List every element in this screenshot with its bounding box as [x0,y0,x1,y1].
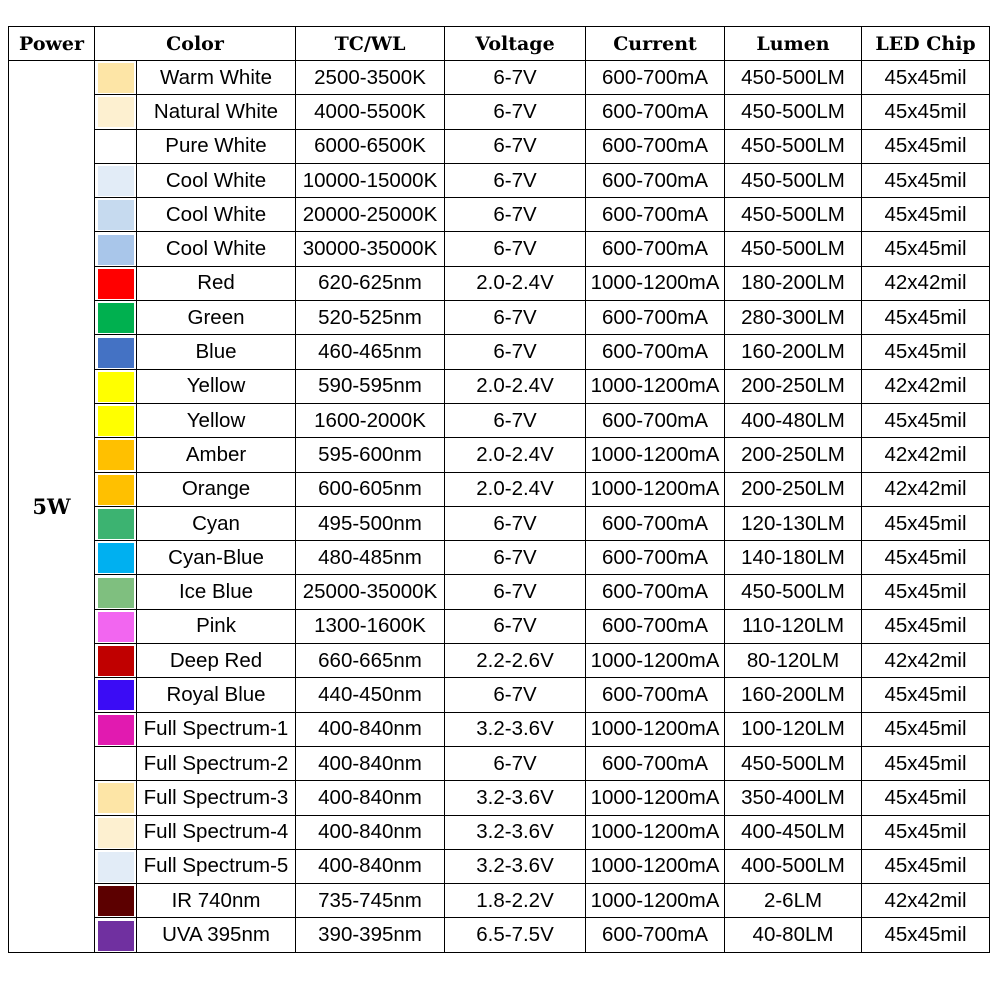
color-swatch-cell [95,61,137,95]
tc-wl-cell: 2500-3500K [296,61,445,95]
table-row [9,198,990,232]
color-swatch [98,509,134,539]
table-row [9,678,990,712]
color-swatch-cell [95,266,137,300]
table-row [9,129,990,163]
table-row [9,644,990,678]
color-name-cell: Cool White [137,163,296,197]
current-cell: 1000-1200mA [586,712,725,746]
table-row [9,266,990,300]
color-name-cell: Cyan-Blue [137,541,296,575]
voltage-cell: 6.5-7.5V [445,918,586,952]
color-swatch [98,338,134,368]
color-name-cell: Amber [137,438,296,472]
lumen-cell: 110-120LM [725,609,862,643]
lumen-cell: 450-500LM [725,163,862,197]
color-name-cell: Yellow [137,403,296,437]
led-chip-cell: 42x42mil [862,438,990,472]
header-led-chip: LED Chip [862,27,990,61]
color-swatch-cell [95,95,137,129]
lumen-cell: 450-500LM [725,61,862,95]
voltage-cell: 6-7V [445,506,586,540]
header-row [9,27,990,61]
tc-wl-cell: 590-595nm [296,369,445,403]
color-name-cell: Deep Red [137,644,296,678]
table-row [9,438,990,472]
header-current: Current [586,27,725,61]
current-cell: 1000-1200mA [586,815,725,849]
lumen-cell: 200-250LM [725,438,862,472]
header-voltage: Voltage [445,27,586,61]
tc-wl-cell: 390-395nm [296,918,445,952]
color-name-cell: Green [137,301,296,335]
tc-wl-cell: 4000-5500K [296,95,445,129]
color-swatch [98,372,134,402]
table-row [9,609,990,643]
table-row [9,403,990,437]
color-swatch-cell [95,369,137,403]
color-swatch-cell [95,335,137,369]
color-swatch [98,783,134,813]
voltage-cell: 2.0-2.4V [445,438,586,472]
color-swatch [98,269,134,299]
voltage-cell: 6-7V [445,746,586,780]
lumen-cell: 280-300LM [725,301,862,335]
led-chip-cell: 45x45mil [862,129,990,163]
voltage-cell: 6-7V [445,301,586,335]
voltage-cell: 6-7V [445,575,586,609]
table-row [9,884,990,918]
color-swatch-cell [95,781,137,815]
led-chip-cell: 45x45mil [862,849,990,883]
color-name-cell: Cool White [137,198,296,232]
lumen-cell: 450-500LM [725,746,862,780]
color-name-cell: Royal Blue [137,678,296,712]
color-name-cell: Ice Blue [137,575,296,609]
table-row [9,781,990,815]
tc-wl-cell: 400-840nm [296,849,445,883]
tc-wl-cell: 735-745nm [296,884,445,918]
color-swatch-cell [95,609,137,643]
lumen-cell: 140-180LM [725,541,862,575]
voltage-cell: 6-7V [445,609,586,643]
current-cell: 600-700mA [586,198,725,232]
color-swatch-cell [95,438,137,472]
color-swatch [98,132,134,162]
color-swatch [98,440,134,470]
lumen-cell: 450-500LM [725,232,862,266]
header-tc-wl: TC/WL [296,27,445,61]
color-swatch [98,646,134,676]
tc-wl-cell: 6000-6500K [296,129,445,163]
table-row [9,301,990,335]
led-chip-cell: 42x42mil [862,644,990,678]
tc-wl-cell: 30000-35000K [296,232,445,266]
led-chip-cell: 45x45mil [862,541,990,575]
tc-wl-cell: 595-600nm [296,438,445,472]
color-swatch-cell [95,918,137,952]
color-swatch-cell [95,506,137,540]
table-row [9,472,990,506]
color-name-cell: Cyan [137,506,296,540]
led-chip-cell: 42x42mil [862,266,990,300]
voltage-cell: 2.2-2.6V [445,644,586,678]
voltage-cell: 2.0-2.4V [445,369,586,403]
current-cell: 600-700mA [586,541,725,575]
led-chip-cell: 45x45mil [862,746,990,780]
color-swatch-cell [95,712,137,746]
color-swatch [98,475,134,505]
color-swatch [98,612,134,642]
color-name-cell: Full Spectrum-3 [137,781,296,815]
led-chip-cell: 45x45mil [862,61,990,95]
tc-wl-cell: 600-605nm [296,472,445,506]
current-cell: 1000-1200mA [586,884,725,918]
color-swatch [98,921,134,951]
led-chip-cell: 45x45mil [862,163,990,197]
led-chip-cell: 45x45mil [862,575,990,609]
led-chip-cell: 45x45mil [862,712,990,746]
table-body [9,61,990,953]
voltage-cell: 3.2-3.6V [445,849,586,883]
color-swatch [98,406,134,436]
lumen-cell: 400-450LM [725,815,862,849]
current-cell: 600-700mA [586,232,725,266]
led-chip-cell: 45x45mil [862,678,990,712]
header-lumen: Lumen [725,27,862,61]
color-swatch [98,578,134,608]
tc-wl-cell: 520-525nm [296,301,445,335]
tc-wl-cell: 400-840nm [296,712,445,746]
led-chip-cell: 45x45mil [862,506,990,540]
color-swatch [98,200,134,230]
current-cell: 600-700mA [586,403,725,437]
tc-wl-cell: 20000-25000K [296,198,445,232]
current-cell: 600-700mA [586,575,725,609]
lumen-cell: 180-200LM [725,266,862,300]
table-row [9,95,990,129]
lumen-cell: 450-500LM [725,198,862,232]
current-cell: 600-700mA [586,678,725,712]
color-swatch [98,166,134,196]
color-name-cell: Full Spectrum-5 [137,849,296,883]
current-cell: 600-700mA [586,95,725,129]
tc-wl-cell: 440-450nm [296,678,445,712]
led-chip-cell: 45x45mil [862,403,990,437]
color-name-cell: Cool White [137,232,296,266]
led-chip-cell: 45x45mil [862,95,990,129]
current-cell: 600-700mA [586,61,725,95]
tc-wl-cell: 480-485nm [296,541,445,575]
lumen-cell: 450-500LM [725,129,862,163]
color-swatch-cell [95,198,137,232]
lumen-cell: 400-500LM [725,849,862,883]
color-swatch [98,235,134,265]
color-name-cell: Full Spectrum-2 [137,746,296,780]
color-name-cell: UVA 395nm [137,918,296,952]
table-row [9,163,990,197]
color-swatch [98,63,134,93]
color-swatch [98,852,134,882]
voltage-cell: 6-7V [445,61,586,95]
current-cell: 1000-1200mA [586,438,725,472]
tc-wl-cell: 400-840nm [296,781,445,815]
table-row [9,746,990,780]
current-cell: 1000-1200mA [586,644,725,678]
table-row [9,506,990,540]
color-swatch [98,749,134,779]
lumen-cell: 160-200LM [725,335,862,369]
color-name-cell: Warm White [137,61,296,95]
color-swatch-cell [95,129,137,163]
color-name-cell: Full Spectrum-1 [137,712,296,746]
current-cell: 1000-1200mA [586,781,725,815]
voltage-cell: 2.0-2.4V [445,266,586,300]
led-chip-cell: 45x45mil [862,335,990,369]
color-swatch-cell [95,884,137,918]
color-swatch [98,97,134,127]
tc-wl-cell: 620-625nm [296,266,445,300]
table-row [9,712,990,746]
current-cell: 600-700mA [586,746,725,780]
power-value-cell: 5W [9,61,95,953]
color-name-cell: IR 740nm [137,884,296,918]
tc-wl-cell: 400-840nm [296,746,445,780]
lumen-cell: 350-400LM [725,781,862,815]
current-cell: 1000-1200mA [586,266,725,300]
voltage-cell: 3.2-3.6V [445,815,586,849]
color-swatch-cell [95,472,137,506]
color-name-cell: Natural White [137,95,296,129]
lumen-cell: 40-80LM [725,918,862,952]
tc-wl-cell: 660-665nm [296,644,445,678]
color-swatch-cell [95,849,137,883]
voltage-cell: 6-7V [445,678,586,712]
color-name-cell: Blue [137,335,296,369]
tc-wl-cell: 1300-1600K [296,609,445,643]
current-cell: 600-700mA [586,163,725,197]
voltage-cell: 6-7V [445,335,586,369]
led-chip-cell: 45x45mil [862,609,990,643]
lumen-cell: 100-120LM [725,712,862,746]
color-swatch [98,303,134,333]
lumen-cell: 2-6LM [725,884,862,918]
tc-wl-cell: 460-465nm [296,335,445,369]
color-swatch-cell [95,815,137,849]
color-name-cell: Pink [137,609,296,643]
current-cell: 600-700mA [586,506,725,540]
table-row [9,815,990,849]
color-swatch-cell [95,301,137,335]
voltage-cell: 3.2-3.6V [445,712,586,746]
voltage-cell: 3.2-3.6V [445,781,586,815]
color-swatch-cell [95,541,137,575]
led-chip-cell: 45x45mil [862,198,990,232]
color-name-cell: Orange [137,472,296,506]
color-swatch [98,715,134,745]
tc-wl-cell: 25000-35000K [296,575,445,609]
header-color: Color [95,27,296,61]
led-chip-cell: 42x42mil [862,884,990,918]
lumen-cell: 160-200LM [725,678,862,712]
color-swatch-cell [95,746,137,780]
header-power: Power [9,27,95,61]
color-name-cell: Pure White [137,129,296,163]
table-row [9,849,990,883]
lumen-cell: 80-120LM [725,644,862,678]
table-row [9,369,990,403]
color-swatch [98,886,134,916]
current-cell: 600-700mA [586,335,725,369]
voltage-cell: 6-7V [445,232,586,266]
voltage-cell: 2.0-2.4V [445,472,586,506]
tc-wl-cell: 400-840nm [296,815,445,849]
current-cell: 1000-1200mA [586,472,725,506]
lumen-cell: 400-480LM [725,403,862,437]
current-cell: 600-700mA [586,129,725,163]
current-cell: 600-700mA [586,609,725,643]
voltage-cell: 6-7V [445,403,586,437]
current-cell: 600-700mA [586,918,725,952]
tc-wl-cell: 10000-15000K [296,163,445,197]
color-swatch-cell [95,678,137,712]
led-chip-cell: 45x45mil [862,918,990,952]
tc-wl-cell: 495-500nm [296,506,445,540]
color-swatch-cell [95,644,137,678]
tc-wl-cell: 1600-2000K [296,403,445,437]
table-row [9,232,990,266]
color-name-cell: Red [137,266,296,300]
color-swatch [98,680,134,710]
led-chip-cell: 45x45mil [862,301,990,335]
table-row [9,575,990,609]
voltage-cell: 6-7V [445,163,586,197]
voltage-cell: 6-7V [445,129,586,163]
table-row [9,918,990,952]
color-swatch [98,818,134,848]
table-row [9,61,990,95]
current-cell: 600-700mA [586,301,725,335]
led-chip-cell: 45x45mil [862,815,990,849]
voltage-cell: 6-7V [445,95,586,129]
color-name-cell: Full Spectrum-4 [137,815,296,849]
lumen-cell: 450-500LM [725,95,862,129]
led-chip-cell: 42x42mil [862,472,990,506]
lumen-cell: 450-500LM [725,575,862,609]
color-swatch-cell [95,232,137,266]
led-chip-cell: 42x42mil [862,369,990,403]
led-spec-table [8,26,990,953]
lumen-cell: 200-250LM [725,472,862,506]
led-chip-cell: 45x45mil [862,781,990,815]
voltage-cell: 6-7V [445,541,586,575]
current-cell: 1000-1200mA [586,369,725,403]
voltage-cell: 1.8-2.2V [445,884,586,918]
lumen-cell: 200-250LM [725,369,862,403]
lumen-cell: 120-130LM [725,506,862,540]
table-row [9,541,990,575]
color-swatch-cell [95,163,137,197]
color-swatch-cell [95,403,137,437]
current-cell: 1000-1200mA [586,849,725,883]
led-chip-cell: 45x45mil [862,232,990,266]
color-swatch [98,543,134,573]
voltage-cell: 6-7V [445,198,586,232]
color-swatch-cell [95,575,137,609]
table-row [9,335,990,369]
color-name-cell: Yellow [137,369,296,403]
